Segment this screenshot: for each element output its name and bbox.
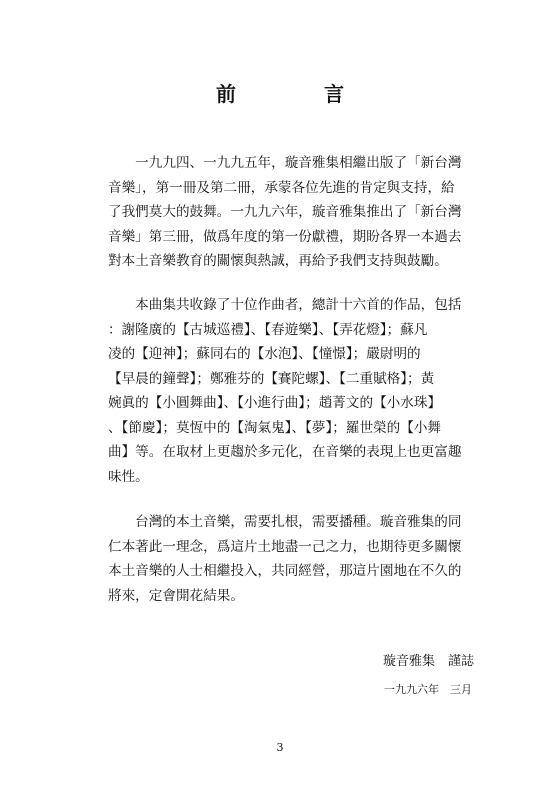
paragraph-line: 音樂」，第一冊及第二冊，承蒙各位先進的肯定與支持，給 (108, 179, 455, 196)
paragraph-line: 對本土音樂教育的關懷與熱誠，再給予我們支持與鼓勵。 (108, 253, 448, 269)
page-title: 前 言 (216, 82, 378, 106)
paragraph-line: 了我們莫大的鼓舞。一九九六年，璇音雅集推出了「新台灣 (108, 204, 462, 220)
paragraph-line: 將來，定會開花結果。 (108, 587, 244, 604)
paragraph-line: 仁本著此一理念，爲這片土地盡一己之力，也期待更多關懷 (108, 538, 462, 555)
date-line: 一九九六年 三月 (384, 683, 472, 696)
paragraph-2 (108, 293, 488, 489)
paragraph-line: 【早晨的鐘聲】；鄭雅芬的【賽陀螺】、【二重賦格】；黃 (108, 370, 435, 387)
paragraph-line: ：謝隆廣的【古城巡禮】、【春遊樂】、【弄花燈】；蘇凡 (108, 321, 428, 338)
paragraph-line: 、【節慶】；莫恆中的【淘氣鬼】、【夢】；羅世榮的【小舞 (108, 419, 442, 436)
paragraph-1 (108, 151, 488, 274)
paragraph-line: 曲】等。在取材上更趨於多元化，在音樂的表現上也更富趣 (108, 444, 462, 460)
paragraph-line: 本曲集共收錄了十位作曲者，總計十六首的作品，包括 (108, 297, 462, 313)
signature: 璇音雅集 謹誌 (382, 654, 474, 669)
paragraph-line: 婉眞的【小圓舞曲】、【小進行曲】；趙菁文的【小水珠】 (108, 395, 442, 411)
page-number: 3 (276, 741, 284, 754)
paragraph-3 (108, 510, 488, 608)
paragraph-line: 本土音樂的人士相繼投入，共同經營，那這片園地在不久的 (108, 563, 462, 579)
paragraph-line: 一九九四、一九九五年，璇音雅集相繼出版了「新台灣 (108, 155, 462, 171)
paragraph-line: 音樂」第三冊，做爲年度的第一份獻禮，期盼各界一本過去 (108, 228, 462, 245)
paragraph-line: 味性。 (108, 468, 149, 485)
paragraph-line: 凌的【迎神】；蘇同右的【水泡】、【憧憬】；嚴尉明的 (108, 346, 421, 362)
paragraph-line: 台灣的本土音樂，需要扎根，需要播種。璇音雅集的同 (108, 514, 462, 530)
